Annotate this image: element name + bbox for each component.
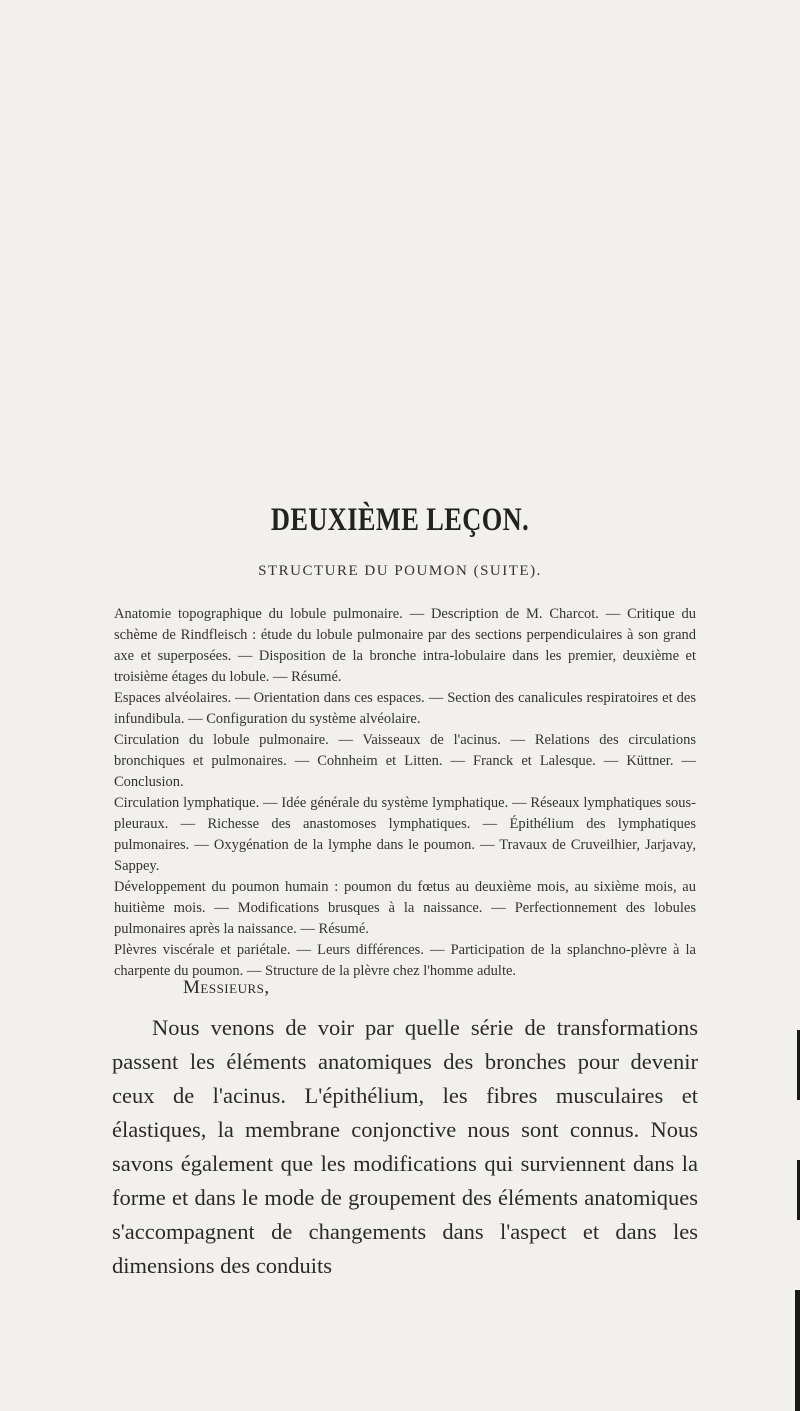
body-text [112,1011,698,1283]
summary-paragraph: Circulation lymphatique. — Idée générale du système lymphatique. — Réseaux lymphatiques sous-pleuraux. — Richesse des anastomoses lymphatiques. — Épithélium des lymphatiques pulmonaires. — Oxygénation de la lymphe dans le poumon. — Travaux de Cruveilhier, Jarjavay, Sappey. [114,795,696,874]
body-paragraph: Nous venons de voir par quelle série de transformations passent les éléments anatomiques des bronches pour devenir ceux de l'acinus. L'épithélium, les fibres musculaires et élastiques, la membrane conjonctive nous sont connus. Nous savons également que les modifications qui surviennent dans la forme et dans le mode de groupement des éléments anatomiques s'accompagnent de changements dans l'aspect et dans les dimensions des conduits [112,1015,698,1278]
summary-paragraph: Espaces alvéolaires. — Orientation dans ces espaces. — Section des canalicules respiratoires et des infundibula. — Configuration du système alvéolaire. [114,690,696,727]
summary-paragraph: Anatomie topographique du lobule pulmonaire. — Description de M. Charcot. — Critique du schème de Rindfleisch : étude du lobule pulmonaire par des sections perpendiculaires à son grand axe et superposées. — Disposition de la bronche intra-lobulaire dans les premier, deuxième et troisième étages du lobule. — Résumé. [114,606,696,685]
lesson-subtitle: STRUCTURE DU POUMON (SUITE). [258,563,542,579]
lesson-title: DEUXIÈME LEÇON. [270,502,530,538]
scan-edge-mark [795,1290,800,1411]
summary-paragraph: Développement du poumon humain : poumon du fœtus au deuxième mois, au sixième mois, au huitième mois. — Modifications brusques à la naissance. — Perfectionnement des lobules pulmonaires après la naissance. — Résumé. [114,879,696,937]
summary-paragraph: Circulation du lobule pulmonaire. — Vaisseaux de l'acinus. — Relations des circulations bronchiques et pulmonaires. — Cohnheim et Litten. — Franck et Lalesque. — Küttner. — Conclusion. [114,732,696,790]
chapter-summary [114,604,696,982]
summary-paragraph: Plèvres viscérale et pariétale. — Leurs différences. — Participation de la splanchno-plèvre à la charpente du poumon. — Structure de la plèvre chez l'homme adulte. [114,942,696,979]
salutation: Messieurs, [183,977,270,998]
